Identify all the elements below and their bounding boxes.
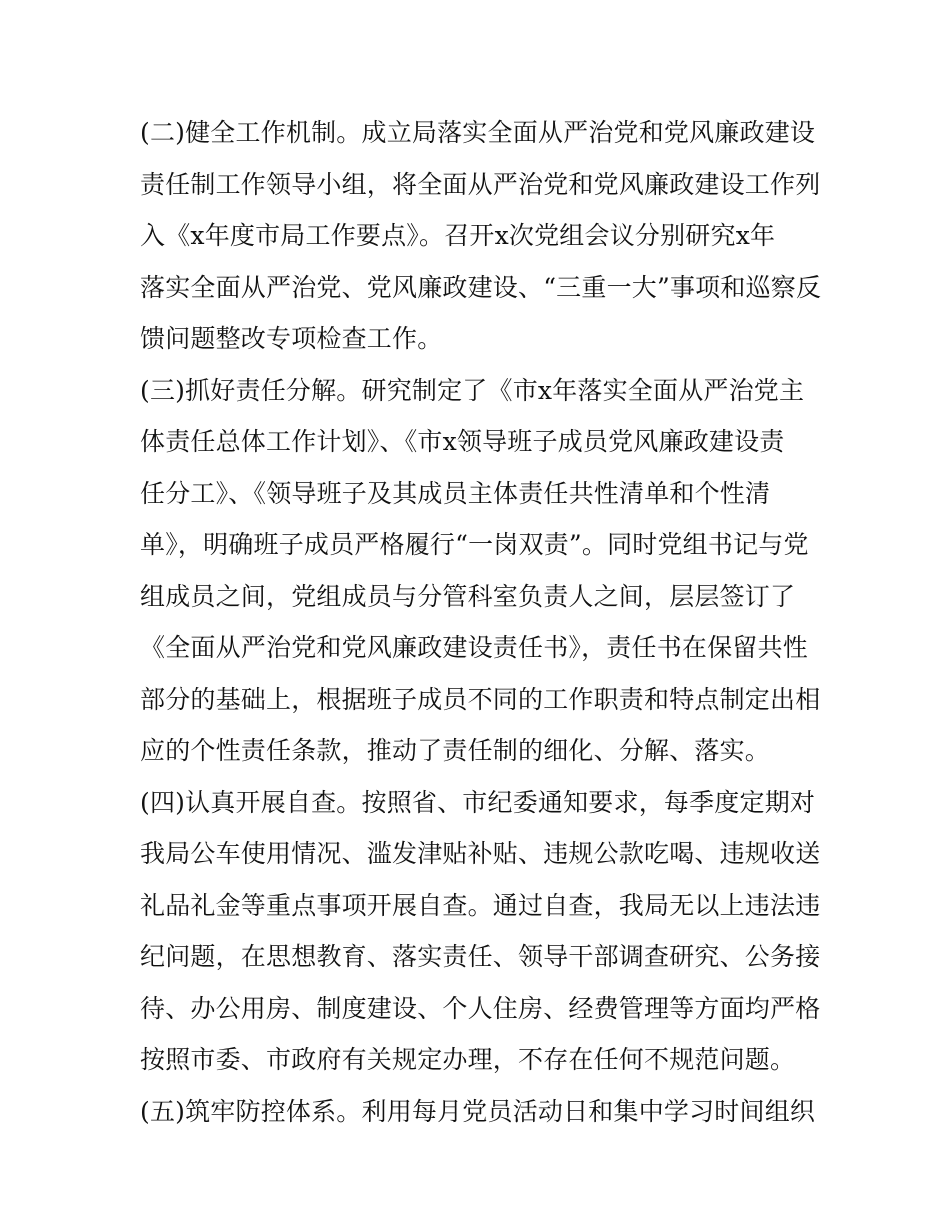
text-line: 入《x年度市局工作要点》。召开x次党组会议分别研究x年: [140, 221, 776, 250]
text-line: 《全面从严治党和党风廉政建设责任书》，责任书在保留共性: [140, 633, 808, 662]
text-line: 单》，明确班子成员严格履行“一岗双责”。同时党组书记与党: [140, 530, 809, 559]
text-line: 体责任总体工作计划》、《市x领导班子成员党风廉政建设责: [140, 427, 785, 456]
text-line: 任分工》、《领导班子及其成员主体责任共性清单和个性清: [140, 478, 771, 508]
text-line: (五)筑牢防控体系。利用每月党员活动日和集中学习时间组织: [140, 1096, 816, 1126]
text-line: 纪问题，在思想教育、落实责任、领导干部调查研究、公务接: [140, 942, 821, 971]
text-line: 部分的基础上，根据班子成员不同的工作职责和特点制定出相: [140, 684, 821, 714]
text-line: 组成员之间，党组成员与分管科室负责人之间，层层签订了: [140, 581, 796, 611]
text-line: 落实全面从严治党、党风廉政建设、“三重一大”事项和巡察反: [140, 272, 822, 302]
text-line: (二)健全工作机制。成立局落实全面从严治党和党风廉政建设: [140, 118, 816, 147]
text-line: 礼品礼金等重点事项开展自查。通过自查，我局无以上违法违: [140, 890, 821, 920]
text-line: (三)抓好责任分解。研究制定了《市x年落实全面从严治党主: [140, 375, 805, 405]
text-line: (四)认真开展自查。按照省、市纪委通知要求，每季度定期对: [140, 787, 816, 817]
text-line: 馈问题整改专项检查工作。: [140, 324, 443, 353]
document-body: [140, 107, 820, 1137]
text-line: 待、办公用房、制度建设、个人住房、经费管理等方面均严格: [140, 993, 821, 1023]
text-line: 责任制工作领导小组，将全面从严治党和党风廉政建设工作列: [140, 169, 821, 199]
text-line: 应的个性责任条款，推动了责任制的细化、分解、落实。: [140, 736, 771, 765]
text-line: 按照市委、市政府有关规定办理，不存在任何不规范问题。: [140, 1045, 796, 1074]
text-line: 我局公车使用情况、滥发津贴补贴、违规公款吃喝、违规收送: [140, 839, 821, 868]
